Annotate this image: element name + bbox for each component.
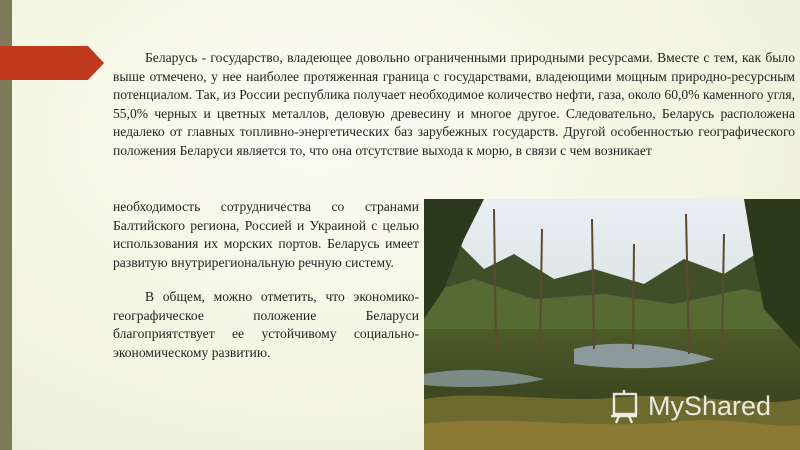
watermark-text: MyShared xyxy=(648,390,772,421)
paragraph-3: В общем, можно отметить, что экономико-географическое положение Беларуси благоприятствует ее устойчивому социально-экономическому развитию. xyxy=(113,289,419,360)
paragraph-2: необходимость сотрудничества со странами Балтийского региона, Россией и Украиной с целью использования их морских портов. Беларусь имеет развитую внутрирегиональную речную систему. xyxy=(113,199,419,270)
presentation-board-icon xyxy=(606,388,642,424)
watermark xyxy=(606,386,771,426)
paragraph-1: Беларусь - государство, владеющее довольно ограниченными природными ресурсами. Вместе с тем, как было выше отмечено, у нее наиболее протяженная граница с государствами, владеющими мощным природно-ресурсным потенциалом. Так, из России республика получает необходимое количество нефти, газа, около 60,0% каменного угля, 55,0% черных и цветных металлов, деловую древесину и многое другое. Следовательно, Беларусь расположена недалеко от главных топливно-энергетических баз зарубежных государств. Другой особенностью географического положения Беларуси является то, что она отсутствие выхода к морю, в связи с чем возникает xyxy=(113,50,795,158)
red-arrow-shape xyxy=(0,46,104,80)
